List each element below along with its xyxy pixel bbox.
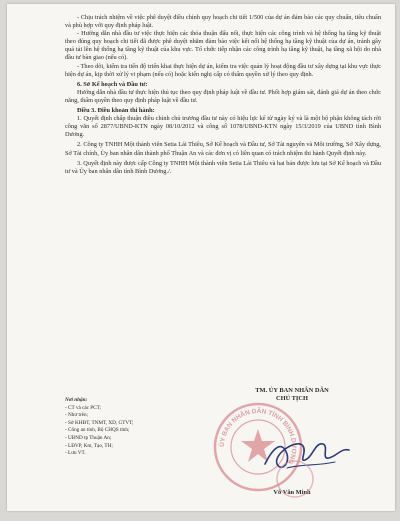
recipients-heading: Nơi nhận: (65, 397, 88, 403)
recipient-item: - UBND tp Thuận An; (65, 434, 112, 441)
recipient-item: - Sở KHĐT, TNMT, XD, GTVT; (65, 419, 134, 426)
recipient-item: - Lưu VT. (65, 450, 86, 457)
page-stamp-icon (275, 459, 315, 499)
paragraph-1: - Chịu trách nhiệm về việc phê duyệt điều chỉnh quy hoạch chi tiết 1/500 của dự án đảm bảo các quy chuẩn, tiêu chuẩn và phù hợp với quy định pháp luật. (65, 14, 381, 30)
paragraph-6: 2. Công ty TNHH Một thành viên Setia Lái Thiêu, Sở Kế hoạch và Đầu tư, Sở Tài nguyên và Môi trường, Sở Xây dựng, Sở Tài chính, Ủy ban nhân dân thành phố Thuận An và các đơn vị có liên quan có trách nhiệm thi hành Quyết định này. (65, 141, 381, 157)
recipients-block (65, 397, 205, 458)
signatory-name: Võ Văn Minh (273, 489, 311, 496)
recipient-item: - Công an tỉnh, Bộ CHQS tỉnh; (65, 427, 130, 434)
paragraph-4: Hướng dẫn nhà đầu tư thực hiện thủ tục theo quy định pháp luật về đầu tư. Phối hợp giám sát, đánh giá dự án theo chức năng, thẩm quyền theo quy định pháp luật về đầu tư. (65, 88, 381, 104)
recipient-item: - CT và các PCT; (65, 404, 101, 411)
paragraph-2: - Hướng dẫn nhà đầu tư việc thực hiện các thỏa thuận đấu nối, thực hiện các công trình và hệ thống hạ tầng kỹ thuật theo đúng quy hoạch chi tiết đã được phê duyệt nhằm đảm bảo việc kết nối hệ thống hạ tầng kỹ thuật của dự án, tránh gây quá tải lên hệ thống hạ tầng kỹ thuật của khu vực. Tổ chức tiếp nhận các công trình hạ tầng kỹ thuật, hạ tầng xã hội do nhà đầu tư bàn giao (nếu có). (65, 30, 381, 62)
recipient-item: - Như trên; (65, 412, 88, 419)
seal-text: ỦY BAN NHÂN DÂN TỈNH BÌNH DƯƠNG (218, 407, 298, 466)
paragraph-7: 3. Quyết định này được cấp Công ty TNHH Một thành viên Setia Lái Thiêu và hai bản được lưu tại Sở Kế hoạch và Đầu tư và Ủy ban nhân dân tỉnh Bình Dương./. (65, 159, 381, 175)
signature-org: TM. ỦY BAN NHÂN DÂN (255, 387, 329, 394)
paragraph-5: 1. Quyết định chấp thuận điều chỉnh chủ trương đầu tư này có hiệu lực kể từ ngày ký và là một bộ phận không tách rời công văn số 2877/UBND-KTN ngày 08/10/2012 và công số 1078/UBND-KTN ngày 15/3/2019 của UBND tỉnh Bình Dương. (65, 115, 381, 139)
article-3-heading: Điều 3. Điều khoản thi hành: (77, 107, 155, 115)
signature-role: CHỦ TỊCH (275, 395, 309, 402)
recipient-item: - LĐVP, Km, Tạo, TH; (65, 442, 113, 449)
document-body (65, 14, 381, 176)
paragraph-3: - Theo dõi, kiểm tra tiến độ triển khai thực hiện dự án, kiểm tra việc quản lý hoạt động đầu tư xây dựng tại khu vực thực hiện dự án, kịp thời xử lý vi phạm (nếu có) hoặc kiến nghị cấp có thẩm quyền xử lý theo quy định. (65, 62, 381, 78)
document-page (7, 4, 395, 511)
section-heading-6: 6. Sở Kế hoạch và Đầu tư: (77, 80, 148, 88)
